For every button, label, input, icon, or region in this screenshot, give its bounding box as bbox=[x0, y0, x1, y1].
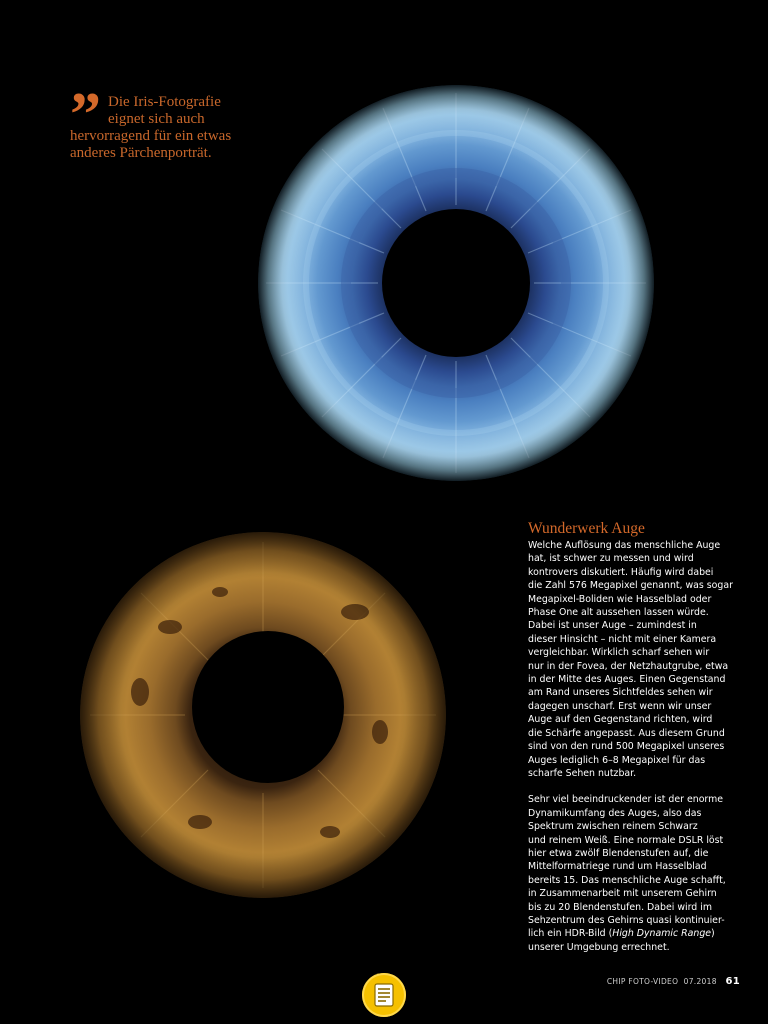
quote-mark-icon: ” bbox=[70, 81, 95, 149]
document-icon bbox=[374, 983, 394, 1007]
pull-quote-line: anderes Pärchenporträt. bbox=[70, 145, 212, 161]
paragraph-emphasis: High Dynamic Range bbox=[612, 928, 712, 940]
article-text-button[interactable] bbox=[362, 973, 406, 1017]
issue-date: 07.2018 bbox=[683, 977, 717, 986]
page-footer bbox=[560, 976, 740, 987]
blue-iris-photo bbox=[258, 85, 654, 481]
article-heading: Wunderwerk Auge bbox=[528, 520, 645, 537]
brown-iris-photo bbox=[80, 532, 446, 898]
article-paragraph bbox=[528, 793, 738, 954]
pull-quote bbox=[70, 94, 280, 162]
magazine-name: CHIP FOTO-VIDEO bbox=[606, 977, 679, 986]
pull-quote-line: hervorragend für ein etwas bbox=[70, 128, 232, 144]
article-column bbox=[528, 520, 738, 954]
pull-quote-line: Die Iris-Fotografie bbox=[108, 94, 221, 110]
paragraph-text: ) unserer Umgebung errechnet. bbox=[528, 928, 715, 953]
paragraph-text: Sehr viel beeindruckender ist der enorme Dynamikumfang des Auges, also das Spektrum zwischen reinem Schwarz und reinem Weiß. Eine normale DSLR löst hier etwa zwölf Blendenstufen auf, die Mittelformatriege rund um Hasselblad bereits 15. Das menschliche Auge schafft, in Zusammenarbeit mit unserem Gehirn bis zu 20 Blendenstufen. Dabei wird im Sehzentrum des Gehirns quasi kontinuier- lich ein HDR-Bild ( bbox=[528, 794, 726, 940]
article-paragraph: Welche Auflösung das menschliche Auge hat, ist schwer zu messen und wird kontrovers diskutiert. Häufig wird dabei die Zahl 576 Megapixel genannt, was sogar Megapixel-Boliden wie Hasselblad oder Phase One alt aussehen lassen würde. Dabei ist unser Auge – zumindest in dieser Hinsicht – nicht mit einer Kamera vergleichbar. Wirklich scharf sehen wir nur in der Fovea, der Netzhautgrube, etwa in der Mitte des Auges. Einen Gegenstand am Rand unseres Sichtfeldes sehen wir dagegen unscharf. Erst wenn wir unser Auge auf den Gegenstand richten, wird die Schärfe angepasst. Aus diesem Grund sind von den rund 500 Megapixel unseres Auges lediglich 6–8 Megapixel für das scharfe Sehen nutzbar. bbox=[528, 540, 733, 779]
page-number: 61 bbox=[725, 976, 740, 987]
pull-quote-line: eignet sich auch bbox=[108, 111, 205, 127]
